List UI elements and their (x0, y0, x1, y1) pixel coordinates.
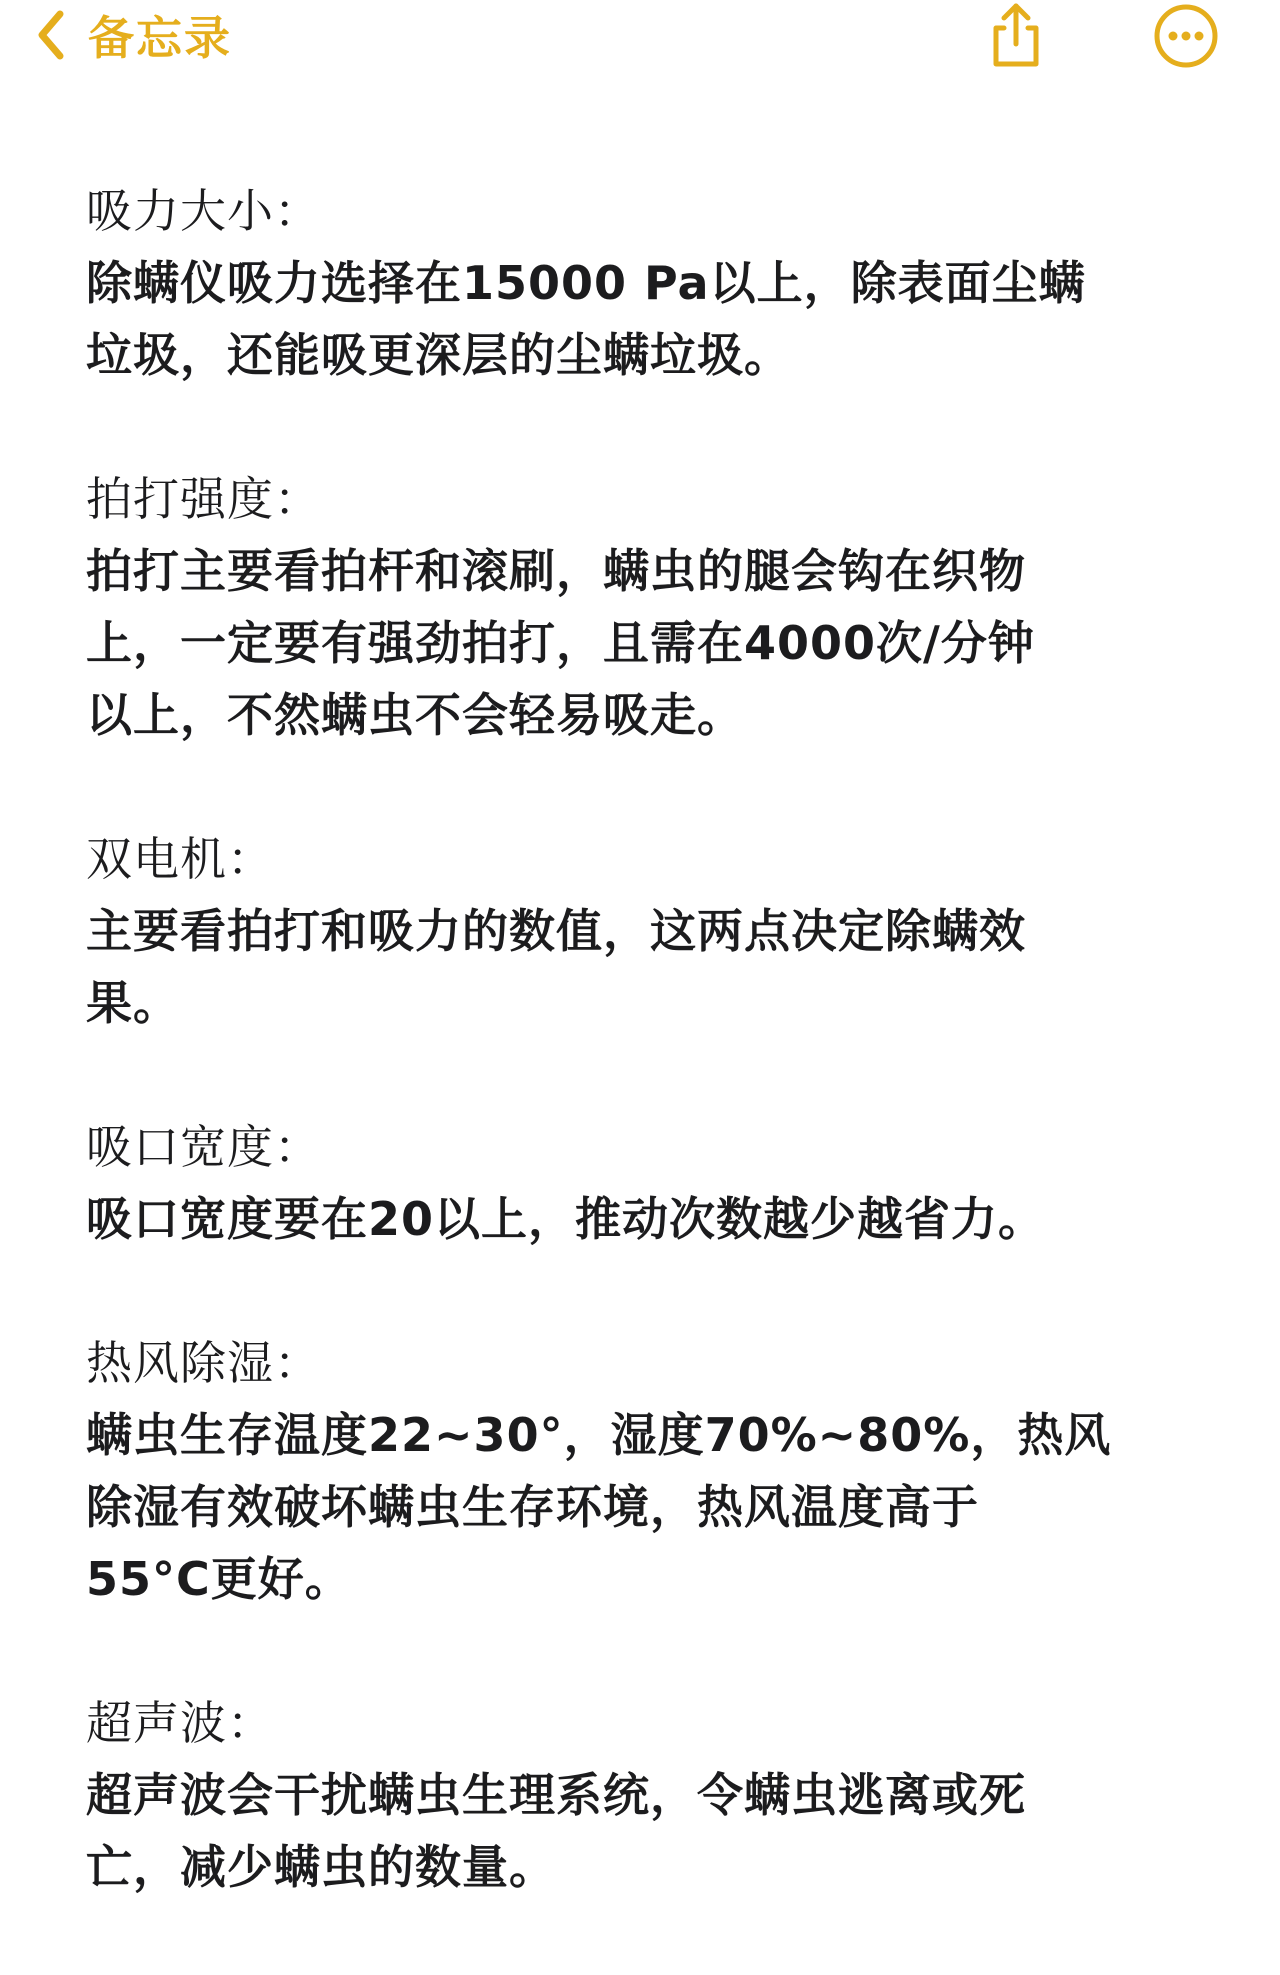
note-section (86, 175, 1206, 391)
section-text-line: 垃圾，还能吸更深层的尘螨垃圾。 (86, 328, 791, 382)
section-heading: 双电机： (86, 832, 274, 886)
section-text-line: 除湿有效破坏螨虫生存环境，热风温度高于 (86, 1480, 979, 1534)
section-text-line: 上，一定要有强劲拍打，且需在4000次/分钟 (86, 616, 1035, 670)
section-heading: 吸力大小： (86, 184, 321, 238)
back-label: 备忘录 (88, 11, 232, 65)
ellipsis-circle-icon (1152, 55, 1220, 74)
section-text-line: 吸口宽度要在20以上，推动次数越少越省力。 (86, 1192, 1046, 1246)
section-heading: 超声波： (86, 1696, 274, 1750)
section-text-line: 主要看拍打和吸力的数值，这两点决定除螨效 (86, 904, 1026, 958)
section-text-line: 超声波会干扰螨虫生理系统，令螨虫逃离或死 (86, 1768, 1026, 1822)
note-section (86, 463, 1206, 751)
share-icon (982, 55, 1050, 74)
navigation-bar (0, 0, 1280, 75)
section-heading: 吸口宽度： (86, 1120, 321, 1174)
section-text-line: 亡，减少螨虫的数量。 (86, 1840, 556, 1894)
more-button[interactable] (1152, 2, 1220, 70)
section-text-line: 果。 (86, 976, 180, 1030)
section-heading: 热风除湿： (86, 1336, 321, 1390)
share-button[interactable] (982, 2, 1050, 70)
back-button[interactable] (36, 0, 232, 70)
section-text-line: 拍打主要看拍杆和滚刷，螨虫的腿会钩在织物 (86, 544, 1026, 598)
note-body[interactable] (86, 175, 1206, 1975)
note-section (86, 823, 1206, 1039)
section-text-line: 除螨仪吸力选择在15000 Pa以上，除表面尘螨 (86, 256, 1086, 310)
section-text-line: 螨虫生存温度22~30°，湿度70%~80%，热风 (86, 1408, 1112, 1462)
chevron-left-icon (36, 9, 66, 61)
note-section (86, 1327, 1206, 1615)
note-section (86, 1111, 1206, 1255)
note-section (86, 1687, 1206, 1903)
section-heading: 拍打强度： (86, 472, 321, 526)
section-text-line: 55°C更好。 (86, 1552, 352, 1606)
section-text-line: 以上，不然螨虫不会轻易吸走。 (86, 688, 744, 742)
